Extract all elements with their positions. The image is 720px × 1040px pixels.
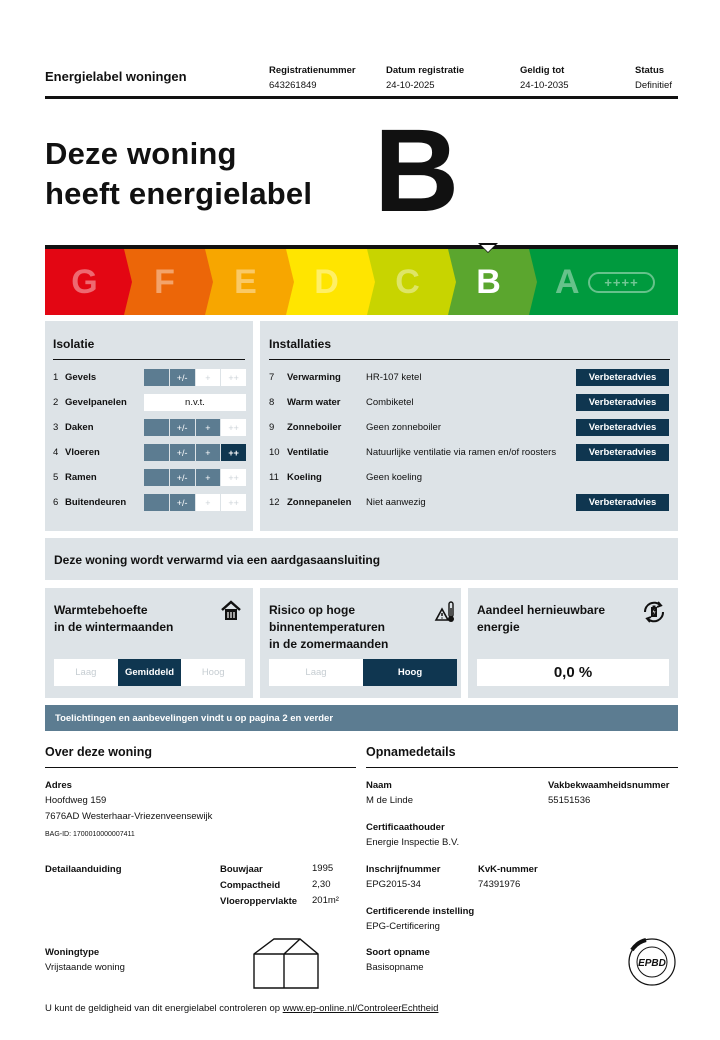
energy-class-letter: F: [154, 262, 175, 301]
recycle-energy-icon: [640, 598, 668, 626]
verbeteradvies-button[interactable]: Verbeteradvies: [576, 494, 669, 511]
risico-option-hoog: Hoog: [363, 659, 457, 686]
meta-geldig-tot: Geldig tot 24-10-2035: [520, 65, 569, 91]
rating-cell: +: [196, 444, 222, 461]
rating-cell: [144, 494, 170, 511]
installatie-item-value: Geen koeling: [366, 472, 422, 483]
isolatie-item-label: Vloeren: [65, 447, 100, 458]
isolatie-item-value: n.v.t.: [144, 394, 246, 411]
headline: Deze woning heeft energielabel: [45, 136, 313, 211]
energy-class-letter: A: [555, 262, 580, 301]
risico-scale: [269, 659, 457, 686]
heating-notice-panel: [45, 538, 678, 580]
compactheid-value: 2,30: [312, 879, 331, 890]
installatie-item-label: Zonneboiler: [287, 422, 342, 433]
warmte-option-laag: Laag: [75, 667, 97, 678]
installaties-title: Installaties: [269, 337, 332, 351]
installatie-item-label: Verwarming: [287, 372, 341, 383]
header-divider: [45, 96, 678, 99]
meta-status: Status Definitief: [635, 65, 672, 91]
kvk-value: 74391976: [478, 879, 521, 890]
isolatie-row: 2 Gevelpanelen n.v.t.: [53, 394, 127, 411]
isolatie-row: 3 Daken +/- + ++: [53, 419, 94, 436]
inschrijfnummer-value: EPG2015-34: [366, 879, 421, 890]
svg-text:EPBD: EPBD: [638, 958, 666, 969]
verbeteradvies-button[interactable]: Verbeteradvies: [576, 394, 669, 411]
installaties-panel: [260, 321, 678, 531]
isolatie-rating-scale: [144, 469, 246, 486]
isolatie-title: Isolatie: [53, 337, 95, 351]
soort-opname-label: Soort opname: [366, 947, 430, 958]
installatie-item-label: Zonnepanelen: [287, 497, 352, 508]
verification-link[interactable]: www.ep-online.nl/ControleerEchtheid: [282, 1003, 439, 1014]
thermometer-warning-icon: [434, 600, 456, 624]
rating-cell: +/-: [170, 419, 196, 436]
meta-registratienummer: Registratienummer 643261849: [269, 65, 356, 91]
installatie-item-value: HR-107 ketel: [366, 372, 422, 383]
installatie-item-value: Niet aanwezig: [366, 497, 426, 508]
installatie-item-value: Geen zonneboiler: [366, 422, 441, 433]
hernieuwbaar-title: Aandeel hernieuwbare energie: [477, 603, 606, 634]
over-title: Over deze woning: [45, 745, 152, 759]
isolatie-rating-scale: [144, 369, 246, 386]
warmte-option-hoog: Hoog: [201, 667, 225, 678]
woningtype-label: Woningtype: [45, 947, 100, 958]
meta-datum-registratie: Datum registratie 24-10-2025: [386, 65, 465, 91]
installatie-item-label: Ventilatie: [287, 447, 329, 458]
energy-class-e: [205, 249, 286, 315]
bouwjaar-label: Bouwjaar: [220, 864, 263, 875]
isolatie-item-label: Daken: [65, 422, 94, 433]
isolatie-rating-scale: [144, 419, 246, 436]
rating-cell: +: [196, 469, 222, 486]
kvk-label: KvK-nummer: [478, 864, 538, 875]
vloeroppervlakte-value: 201m²: [312, 895, 339, 906]
energy-class-letter: E: [234, 262, 257, 301]
compactheid-label: Compactheid: [220, 880, 281, 891]
a-plus-pill: ++++: [588, 272, 655, 293]
isolatie-row: 1 Gevels +/- + ++: [53, 369, 96, 386]
rating-cell: ++: [221, 469, 246, 486]
isolatie-rating-scale: [144, 494, 246, 511]
certificerende-instelling-label: Certificerende instelling: [366, 906, 475, 917]
installatie-row: 8 Warm water Combiketel Verbeteradvies: [269, 394, 669, 411]
isolatie-row: 5 Ramen +/- + ++: [53, 469, 97, 486]
hernieuwbaar-panel: [468, 588, 678, 698]
installatie-row: 7 Verwarming HR-107 ketel Verbeteradvies: [269, 369, 669, 386]
naam-value: M de Linde: [366, 795, 414, 806]
document-title: Energielabel woningen: [45, 69, 187, 84]
installatie-row: 12 Zonnepanelen Niet aanwezig Verbeteradvies: [269, 494, 669, 511]
adres-label: Adres: [45, 780, 72, 791]
risico-title: Risico op hoge binnentemperaturen in de zomermaanden: [269, 603, 389, 651]
warmtebehoefte-panel: [45, 588, 253, 698]
vloeroppervlakte-label: Vloeroppervlakte: [220, 896, 298, 907]
installatie-item-label: Koeling: [287, 472, 322, 483]
rating-cell: ++: [221, 369, 246, 386]
rating-cell: [144, 444, 170, 461]
energy-class-d: [286, 249, 367, 315]
rating-cell: ++: [221, 444, 246, 461]
warmte-option-gemiddeld: Gemiddeld: [118, 659, 182, 686]
rating-cell: +: [196, 369, 222, 386]
rating-cell: +/-: [170, 369, 196, 386]
isolatie-row: 4 Vloeren +/- + ++: [53, 444, 100, 461]
naam-label: Naam: [366, 780, 392, 791]
energy-class-letter: G: [71, 262, 98, 301]
certificaathouder-label: Certificaathouder: [366, 822, 445, 833]
warmtebehoefte-title: Warmtebehoefte in de wintermaanden: [54, 603, 174, 634]
rating-cell: +/-: [170, 469, 196, 486]
rating-cell: +/-: [170, 494, 196, 511]
isolatie-row: 6 Buitendeuren +/- + ++: [53, 494, 126, 511]
inschrijfnummer-label: Inschrijfnummer: [366, 864, 441, 875]
adres-line-1: Hoofdweg 159: [45, 795, 107, 806]
installatie-row: 9 Zonneboiler Geen zonneboiler Verbeteradvies: [269, 419, 669, 436]
energy-scale: [45, 245, 678, 315]
heating-notice: Deze woning wordt verwarmd via een aardgasaansluiting: [54, 553, 381, 567]
rating-cell: ++: [221, 494, 246, 511]
energy-class-a: [529, 249, 678, 315]
isolatie-item-label: Gevels: [65, 372, 97, 383]
installatie-item-label: Warm water: [287, 397, 341, 408]
detached-house-icon: [252, 936, 320, 990]
installatie-item-value: Natuurlijke ventilatie via ramen en/of roosters: [366, 447, 557, 458]
vakbekwaam-value: 55151536: [548, 795, 591, 806]
energy-label-letter: B: [374, 105, 460, 237]
energy-class-g: [45, 249, 124, 315]
energy-class-f: [124, 249, 205, 315]
rating-cell: +: [196, 494, 222, 511]
installatie-row: 10 Ventilatie Natuurlijke ventilatie via ramen en/of roosters Verbeteradvies: [269, 444, 669, 461]
toelichting-bar: Toelichtingen en aanbevelingen vindt u op pagina 2 en verder: [45, 705, 678, 731]
vakbekwaam-label: Vakbekwaamheidsnummer: [548, 780, 670, 791]
energy-class-c: [367, 249, 448, 315]
soort-opname-value: Basisopname: [366, 962, 424, 973]
energy-class-letter: D: [314, 262, 339, 301]
isolatie-item-label: Ramen: [65, 472, 97, 483]
energy-class-b: [448, 249, 529, 315]
verbeteradvies-button[interactable]: Verbeteradvies: [576, 444, 669, 461]
footer-text: U kunt de geldigheid van dit energielabel controleren op www.ep-online.nl/ControleerEchtheid: [45, 1003, 439, 1014]
rating-cell: [144, 469, 170, 486]
hernieuwbaar-value: 0,0 %: [477, 659, 669, 686]
rating-cell: +/-: [170, 444, 196, 461]
energy-class-letter: B: [476, 262, 501, 301]
rating-cell: [144, 419, 170, 436]
isolatie-item-label: Gevelpanelen: [65, 397, 127, 408]
rating-cell: ++: [221, 419, 246, 436]
verbeteradvies-button[interactable]: Verbeteradvies: [576, 419, 669, 436]
risico-panel: [260, 588, 461, 698]
epbd-logo: [626, 936, 678, 988]
warmtebehoefte-scale: [54, 659, 245, 686]
detailaanduiding-label: Detailaanduiding: [45, 864, 122, 875]
isolatie-rating-scale: [144, 444, 246, 461]
rating-cell: +: [196, 419, 222, 436]
isolatie-panel: [45, 321, 253, 531]
energy-class-letter: C: [395, 262, 420, 301]
certificaathouder-value: Energie Inspectie B.V.: [366, 837, 460, 848]
verbeteradvies-button[interactable]: Verbeteradvies: [576, 369, 669, 386]
installatie-row: 11 Koeling Geen koeling: [269, 472, 422, 483]
isolatie-item-label: Buitendeuren: [65, 497, 127, 508]
bouwjaar-value: 1995: [312, 863, 334, 874]
woningtype-value: Vrijstaande woning: [45, 962, 125, 973]
bag-id: BAG-ID: 1700010000007411: [45, 831, 135, 838]
rating-cell: [144, 369, 170, 386]
opname-title: Opnamedetails: [366, 745, 456, 759]
house-heat-icon: [220, 600, 242, 622]
adres-line-2: 7676AD Westerhaar-Vriezenveensewijk: [45, 811, 213, 822]
installatie-item-value: Combiketel: [366, 397, 414, 408]
certificerende-instelling-value: EPG-Certificering: [366, 921, 440, 932]
risico-option-laag: Laag: [305, 667, 327, 678]
